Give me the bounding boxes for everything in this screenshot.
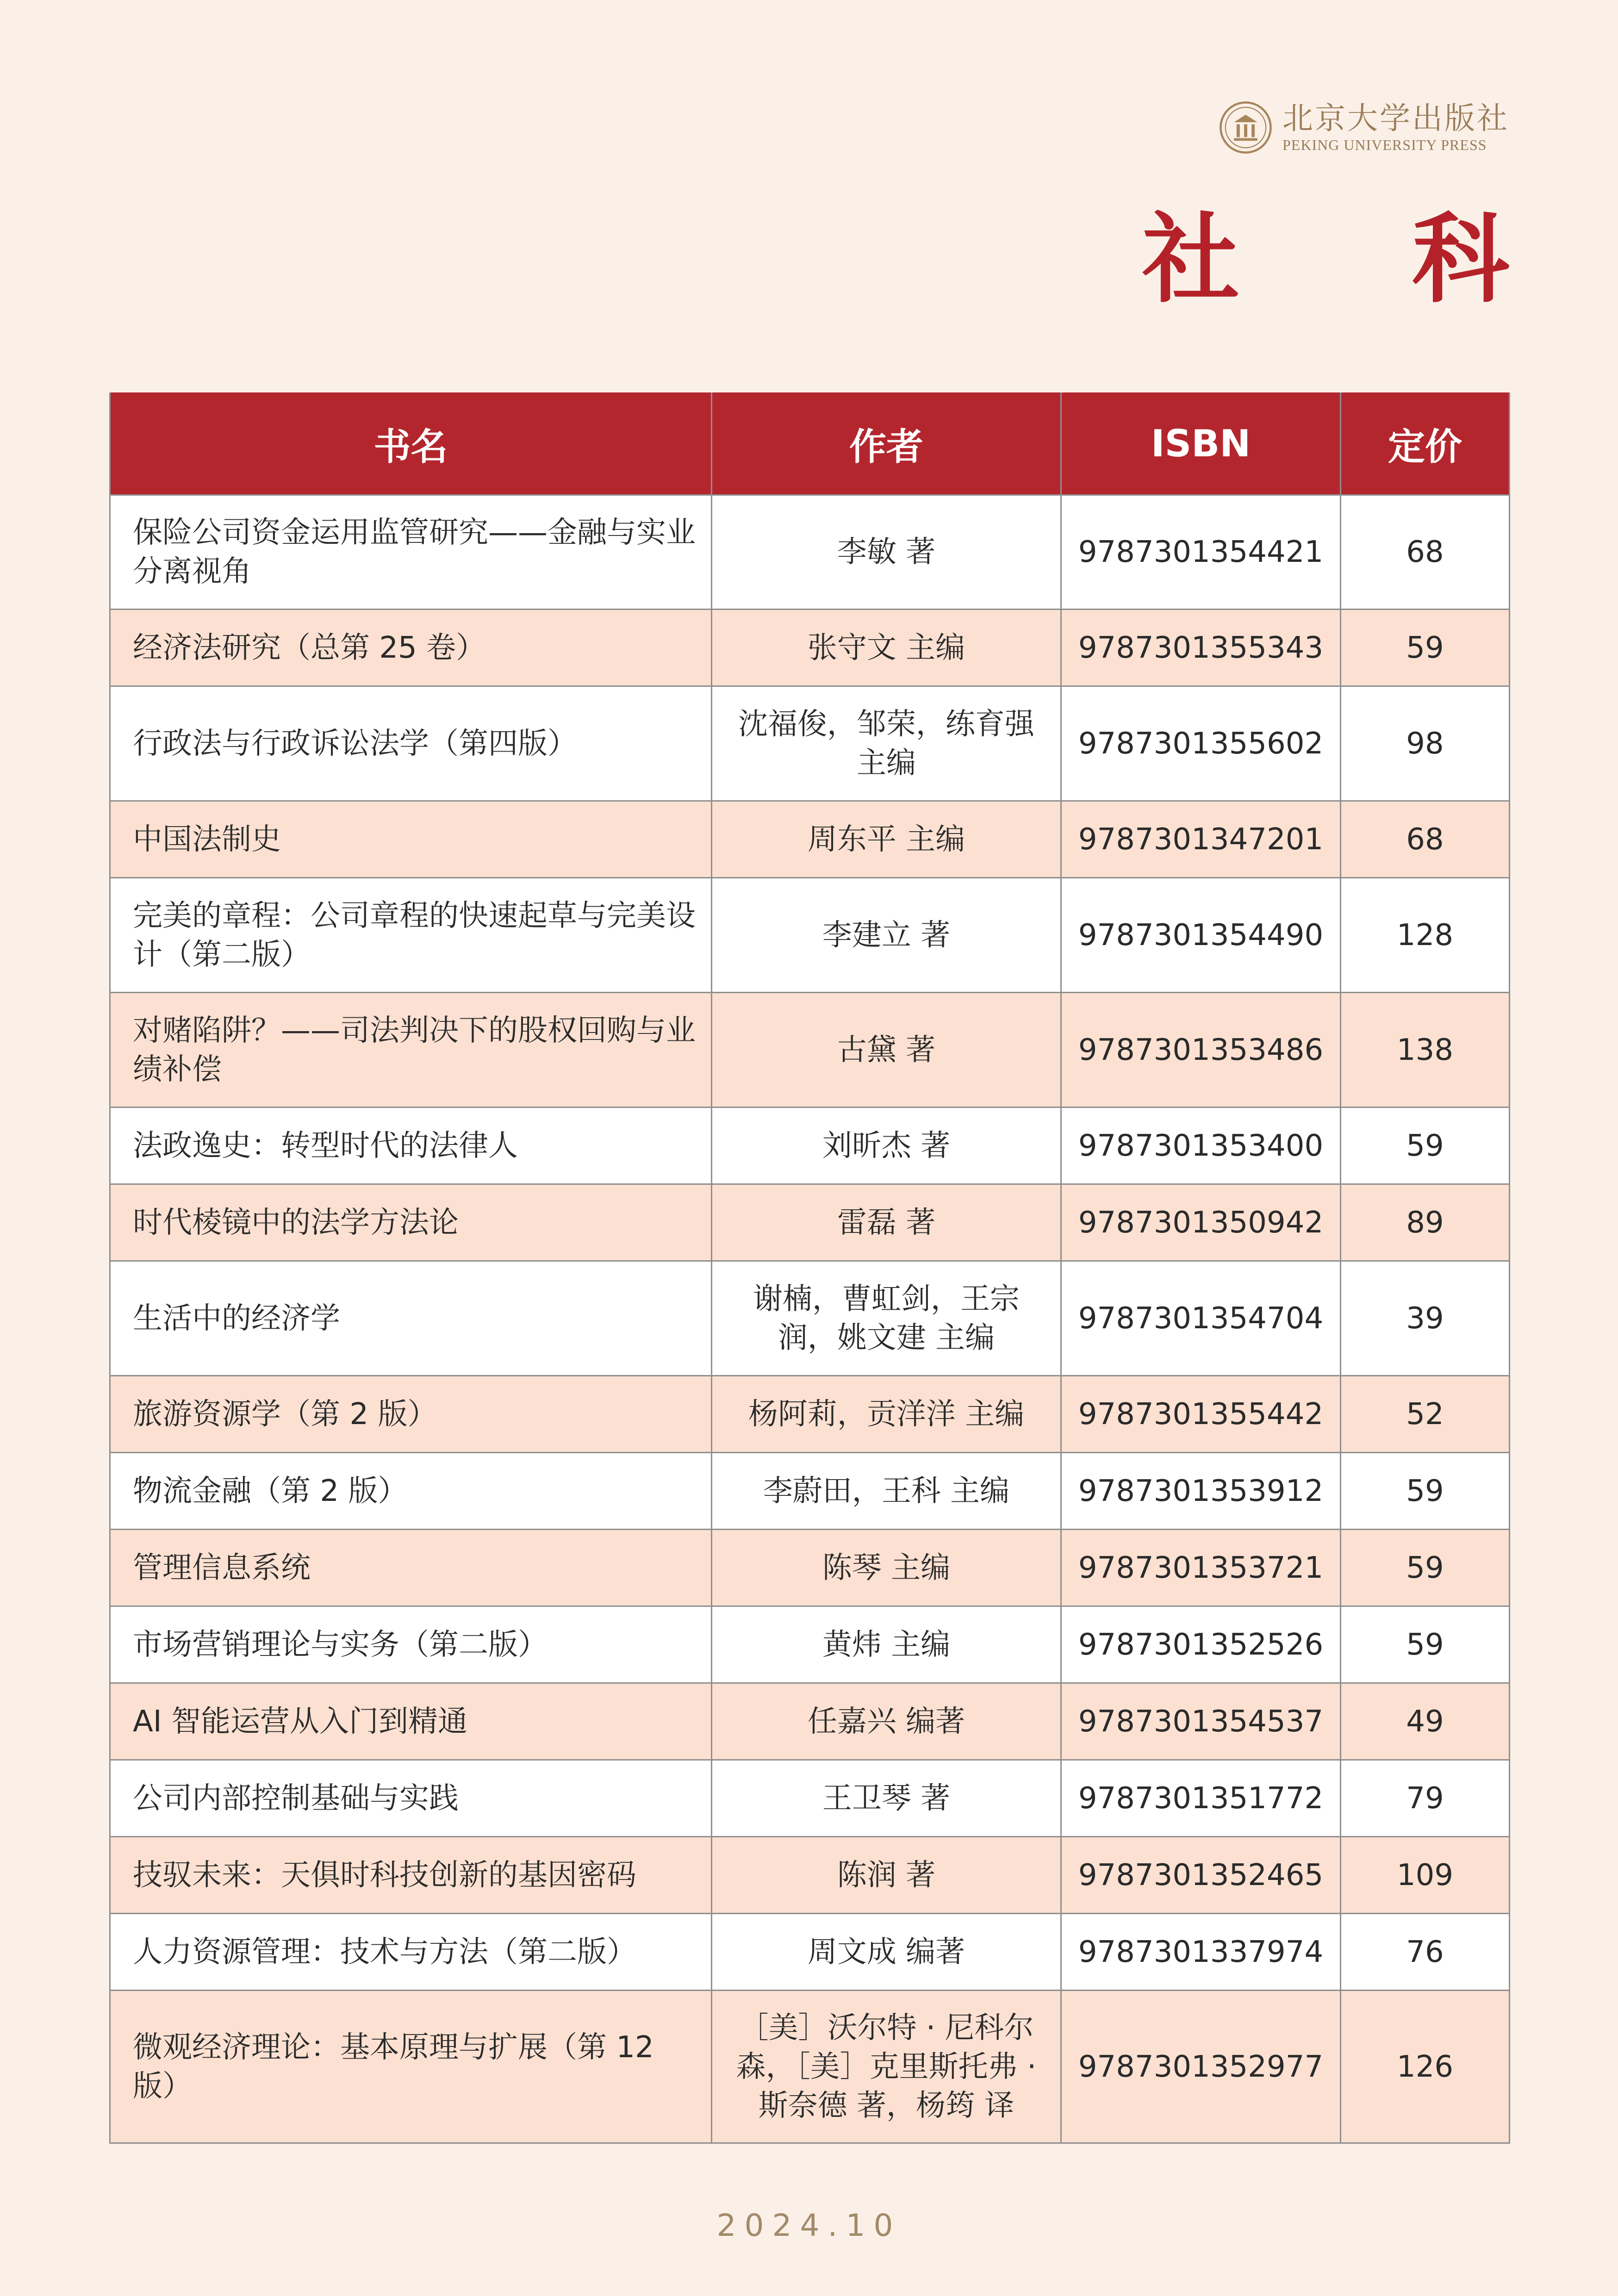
- book-isbn: 9787301355442: [1061, 1376, 1341, 1453]
- book-title: AI 智能运营从入门到精通: [110, 1683, 712, 1760]
- book-title: 公司内部控制基础与实践: [110, 1760, 712, 1837]
- book-isbn: 9787301353486: [1061, 993, 1341, 1108]
- table-row: [110, 801, 1510, 878]
- book-isbn: 9787301354704: [1061, 1261, 1341, 1376]
- book-price: 89: [1341, 1184, 1510, 1261]
- book-price: 68: [1341, 801, 1510, 878]
- book-isbn: 9787301354537: [1061, 1683, 1341, 1760]
- book-isbn: 9787301354490: [1061, 878, 1341, 993]
- table-row: [110, 1108, 1510, 1184]
- book-price: 59: [1341, 610, 1510, 686]
- book-price: 98: [1341, 686, 1510, 801]
- table-row: [110, 1991, 1510, 2143]
- book-isbn: 9787301350942: [1061, 1184, 1341, 1261]
- table-row: [110, 1453, 1510, 1530]
- table-row: [110, 1184, 1510, 1261]
- book-title: 时代棱镜中的法学方法论: [110, 1184, 712, 1261]
- book-author: 杨阿莉，贡洋洋 主编: [712, 1376, 1061, 1453]
- book-title: 完美的章程：公司章程的快速起草与完美设计（第二版）: [110, 878, 712, 993]
- book-price: 68: [1341, 495, 1510, 610]
- book-isbn: 9787301353721: [1061, 1530, 1341, 1606]
- table-row: [110, 1760, 1510, 1837]
- book-author: 雷磊 著: [712, 1184, 1061, 1261]
- book-price: 59: [1341, 1453, 1510, 1530]
- table-row: [110, 1914, 1510, 1991]
- table-row: [110, 1683, 1510, 1760]
- book-author: 沈福俊，邹荣，练育强 主编: [712, 686, 1061, 801]
- book-author: 刘昕杰 著: [712, 1108, 1061, 1184]
- book-title: 中国法制史: [110, 801, 712, 878]
- book-author: 任嘉兴 编著: [712, 1683, 1061, 1760]
- book-price: 138: [1341, 993, 1510, 1108]
- column-header-author: 作者: [712, 392, 1061, 495]
- book-price: 109: [1341, 1837, 1510, 1914]
- book-author: 谢楠，曹虹剑，王宗润，姚文建 主编: [712, 1261, 1061, 1376]
- book-author: 李敏 著: [712, 495, 1061, 610]
- table-row: [110, 1837, 1510, 1914]
- column-header-isbn: ISBN: [1061, 392, 1341, 495]
- book-isbn: 9787301352526: [1061, 1606, 1341, 1683]
- book-title: 经济法研究（总第 25 卷）: [110, 610, 712, 686]
- publisher-name-cn: 北京大学出版社: [1282, 100, 1509, 136]
- book-title: 保险公司资金运用监管研究——金融与实业分离视角: [110, 495, 712, 610]
- book-title: 市场营销理论与实务（第二版）: [110, 1606, 712, 1683]
- book-list-table: [109, 392, 1510, 2144]
- book-title: 旅游资源学（第 2 版）: [110, 1376, 712, 1453]
- book-isbn: 9787301337974: [1061, 1914, 1341, 1991]
- book-price: 59: [1341, 1108, 1510, 1184]
- table-row: [110, 1530, 1510, 1606]
- table-row: [110, 610, 1510, 686]
- book-isbn: 9787301351772: [1061, 1760, 1341, 1837]
- book-price: 59: [1341, 1530, 1510, 1606]
- book-author: 陈润 著: [712, 1837, 1061, 1914]
- table-row: [110, 1606, 1510, 1683]
- publisher-logo: [1219, 101, 1509, 154]
- book-author: 黄炜 主编: [712, 1606, 1061, 1683]
- book-isbn: 9787301352465: [1061, 1837, 1341, 1914]
- book-isbn: 9787301353400: [1061, 1108, 1341, 1184]
- book-price: 59: [1341, 1606, 1510, 1683]
- book-title: 对赌陷阱？——司法判决下的股权回购与业绩补偿: [110, 993, 712, 1108]
- book-isbn: 9787301347201: [1061, 801, 1341, 878]
- book-title: 行政法与行政诉讼法学（第四版）: [110, 686, 712, 801]
- book-isbn: 9787301355343: [1061, 610, 1341, 686]
- book-price: 52: [1341, 1376, 1510, 1453]
- book-author: 张守文 主编: [712, 610, 1061, 686]
- table-row: [110, 1376, 1510, 1453]
- book-title: 技驭未来：天俱时科技创新的基因密码: [110, 1837, 712, 1914]
- university-seal-icon: [1219, 101, 1272, 154]
- book-price: 49: [1341, 1683, 1510, 1760]
- book-title: 管理信息系统: [110, 1530, 712, 1606]
- book-title: 法政逸史：转型时代的法律人: [110, 1108, 712, 1184]
- column-header-price: 定价: [1341, 392, 1510, 495]
- column-header-title: 书名: [110, 392, 712, 495]
- book-title: 微观经济理论：基本原理与扩展（第 12 版）: [110, 1991, 712, 2143]
- book-author: 李建立 著: [712, 878, 1061, 993]
- issue-date: 2024.10: [716, 2208, 902, 2243]
- table-row: [110, 495, 1510, 610]
- book-author: 李蔚田，王科 主编: [712, 1453, 1061, 1530]
- book-isbn: 9787301353912: [1061, 1453, 1341, 1530]
- book-price: 126: [1341, 1991, 1510, 2143]
- book-isbn: 9787301354421: [1061, 495, 1341, 610]
- book-author: 古黛 著: [712, 993, 1061, 1108]
- table-row: [110, 878, 1510, 993]
- section-title: 社 科: [1142, 202, 1579, 316]
- book-author: 王卫琴 著: [712, 1760, 1061, 1837]
- table-header-row: [110, 392, 1510, 495]
- book-price: 79: [1341, 1760, 1510, 1837]
- book-author: ［美］沃尔特 · 尼科尔森，［美］克里斯托弗 · 斯奈德 著，杨筠 译: [712, 1991, 1061, 2143]
- book-price: 39: [1341, 1261, 1510, 1376]
- book-title: 生活中的经济学: [110, 1261, 712, 1376]
- book-author: 陈琴 主编: [712, 1530, 1061, 1606]
- book-isbn: 9787301355602: [1061, 686, 1341, 801]
- book-title: 物流金融（第 2 版）: [110, 1453, 712, 1530]
- book-isbn: 9787301352977: [1061, 1991, 1341, 2143]
- book-author: 周文成 编著: [712, 1914, 1061, 1991]
- table-row: [110, 1261, 1510, 1376]
- book-author: 周东平 主编: [712, 801, 1061, 878]
- table-row: [110, 686, 1510, 801]
- publisher-name-en: PEKING UNIVERSITY PRESS: [1282, 136, 1487, 153]
- book-price: 128: [1341, 878, 1510, 993]
- book-title: 人力资源管理：技术与方法（第二版）: [110, 1914, 712, 1991]
- book-price: 76: [1341, 1914, 1510, 1991]
- table-row: [110, 993, 1510, 1108]
